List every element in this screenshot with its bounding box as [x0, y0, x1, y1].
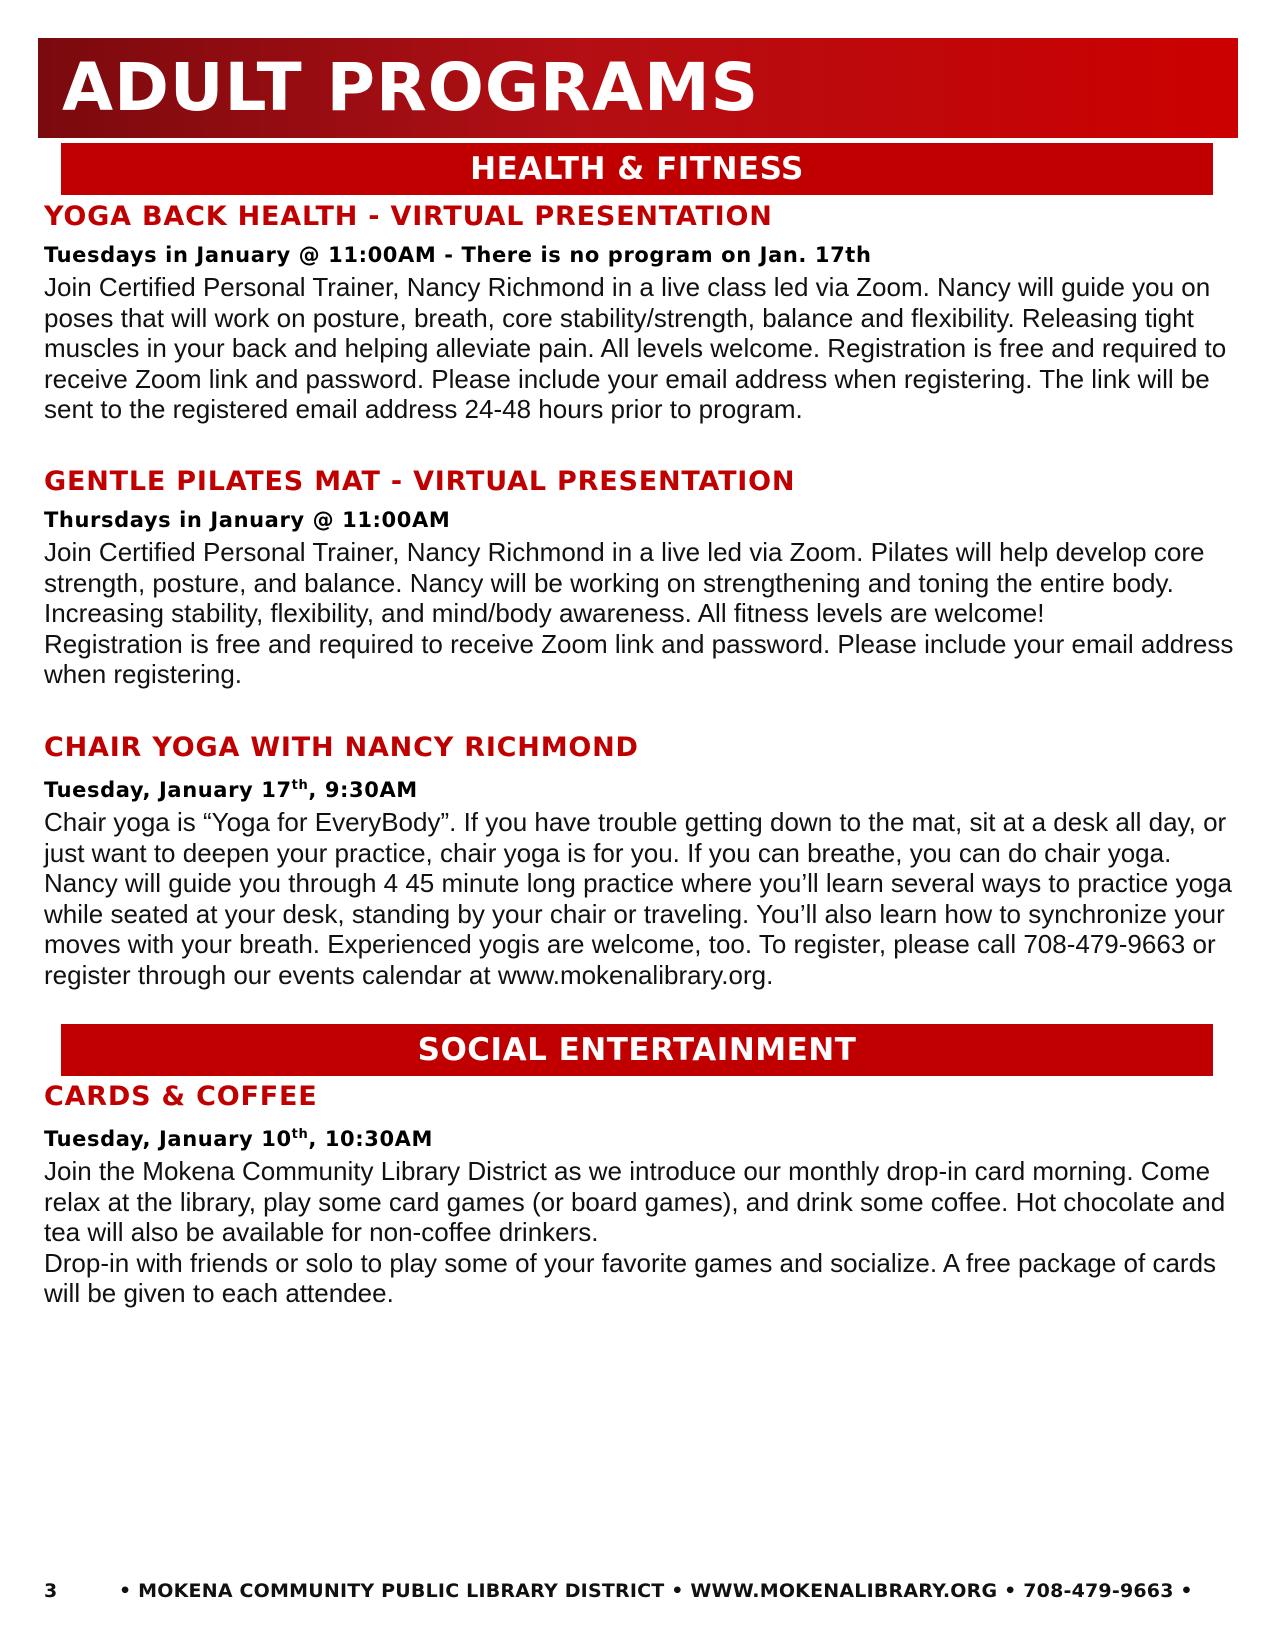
program-gentle-pilates — [44, 465, 1234, 690]
program-schedule: Thursdays in January @ 11:00AM — [44, 508, 451, 532]
schedule-time: , 10:30AM — [308, 1127, 434, 1151]
schedule-time: , 9:30AM — [308, 778, 418, 802]
schedule-date: Tuesday, January 10 — [44, 1127, 292, 1151]
section-header-health-fitness: HEALTH & FITNESS — [61, 143, 1213, 195]
page-footer — [44, 1580, 1234, 1610]
program-cards-coffee — [44, 1080, 1234, 1309]
schedule-ordinal: th — [291, 1127, 309, 1142]
program-yoga-back-health — [44, 200, 1234, 425]
program-title: CARDS & COFFEE — [44, 1081, 318, 1112]
program-title: CHAIR YOGA WITH NANCY RICHMOND — [44, 732, 639, 763]
program-description: Join Certified Personal Trainer, Nancy Richmond in a live class led via Zoom. Nancy will guide you on poses that will work on posture, breath, core stability/strength, balance and flexibility. Releasing tight muscles in your back and helping alleviate pain. All levels welcome. Registration is free and required to receive Zoom link and password. Please include your email address when registering. The link will be sent to the registered email address 24-48 hours prior to program. — [44, 272, 1227, 424]
header-banner — [38, 38, 1238, 138]
program-title: GENTLE PILATES MAT - VIRTUAL PRESENTATION — [44, 466, 796, 497]
program-registration-note: Registration is free and required to receive Zoom link and password. Please include your email address when registering. — [44, 628, 1234, 689]
program-schedule: Tuesdays in January @ 11:00AM - There is no program on Jan. 17th — [44, 243, 872, 267]
program-description: Chair yoga is “Yoga for EveryBody”. If you have trouble getting down to the mat, sit at a desk all day, or just want to deepen your practice, chair yoga is for you. If you can breathe, you can do chair yoga. Nancy will guide you through 4 45 minute long practice where you’ll learn several ways to practice yoga while seated at your desk, standing by your chair or traveling. You’ll also learn how to synchronize your moves with your breath. Experienced yogis are welcome, too. To register, please call 708-479-9663 or register through our events calendar at www.mokenalibrary.org. — [44, 807, 1232, 990]
program-schedule — [44, 1120, 1234, 1154]
program-description: Join the Mokena Community Library District as we introduce our monthly drop-in card morning. Come relax at the library, play some card games (or board games), and drink some coffee. Hot chocolate and tea will also be available for non-coffee drinkers. — [44, 1156, 1226, 1247]
schedule-date: Tuesday, January 17 — [44, 778, 292, 802]
section-header-social-entertainment: SOCIAL ENTERTAINMENT — [61, 1024, 1213, 1076]
page-number: 3 — [44, 1580, 58, 1602]
program-description: Join Certified Personal Trainer, Nancy Richmond in a live led via Zoom. Pilates will help develop core strength, posture, and balance. Nancy will be working on strengthening and toning the entire body. Increasing stability, flexibility, and mind/body awareness. All fitness levels are welcome! — [44, 537, 1205, 628]
footer-contact-info: • MOKENA COMMUNITY PUBLIC LIBRARY DISTRICT • WWW.MOKENALIBRARY.ORG • 708-479-9663 • — [119, 1580, 1193, 1602]
program-chair-yoga — [44, 731, 1234, 990]
program-schedule — [44, 771, 1234, 805]
page-title: ADULT PROGRAMS — [62, 49, 760, 126]
program-dropin-note: Drop-in with friends or solo to play some of your favorite games and socialize. A free package of cards will be given to each attendee. — [44, 1247, 1217, 1308]
program-title: YOGA BACK HEALTH - VIRTUAL PRESENTATION — [44, 201, 773, 232]
schedule-ordinal: th — [291, 778, 309, 793]
